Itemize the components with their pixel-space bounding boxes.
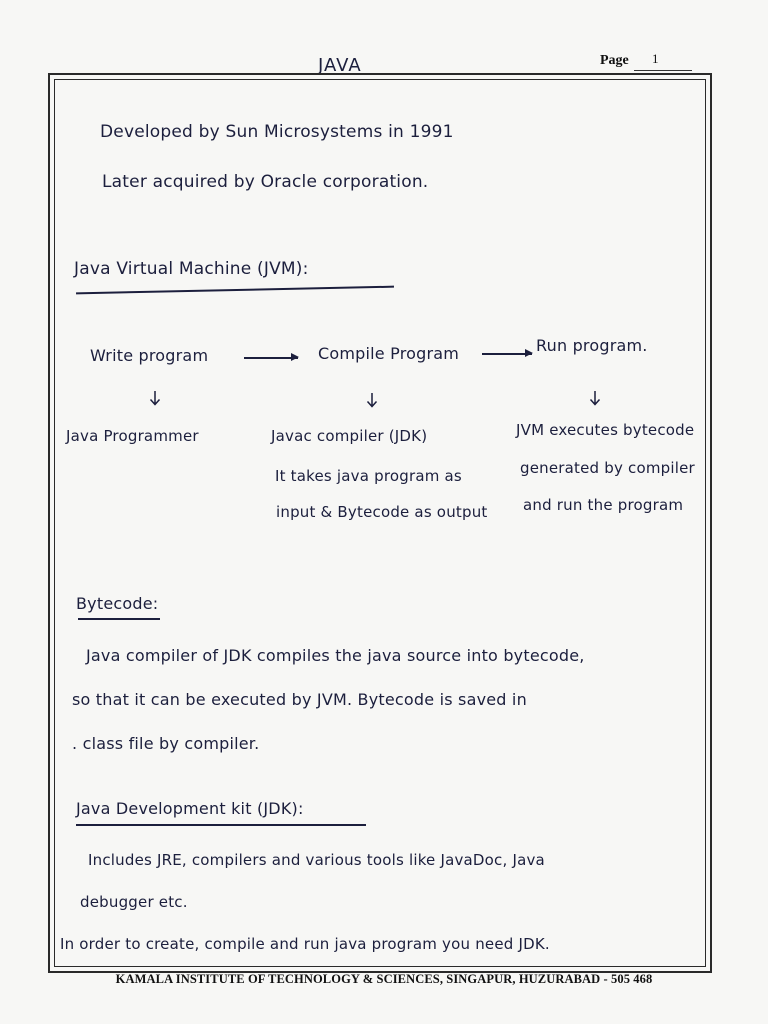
page-number: 1 xyxy=(652,51,659,66)
intro-line-2: Later acquired by Oracle corporation. xyxy=(102,172,429,192)
footer-institute: KAMALA INSTITUTE OF TECHNOLOGY & SCIENCES, SINGAPUR, HUZURABAD - 505 468 xyxy=(115,972,653,986)
down-arrow-2 xyxy=(366,392,378,408)
flow-step-write-program: Write program xyxy=(90,346,209,365)
intro-line-1: Developed by Sun Microsystems in 1991 xyxy=(100,122,454,142)
flow-arrow-2 xyxy=(482,353,532,355)
down-arrow-1 xyxy=(149,390,161,406)
bytecode-line-3: . class file by compiler. xyxy=(72,734,260,753)
col3-line-1: JVM executes bytecode xyxy=(516,421,695,439)
bytecode-line-1: Java compiler of JDK compiles the java source into bytecode, xyxy=(86,646,585,665)
page-label: Page xyxy=(600,53,629,68)
col1-java-programmer: Java Programmer xyxy=(66,427,199,445)
col2-line-2: It takes java program as xyxy=(275,467,462,485)
bytecode-line-2: so that it can be executed by JVM. Bytecode is saved in xyxy=(72,690,527,709)
page-number-underline xyxy=(634,70,692,71)
col3-line-2: generated by compiler xyxy=(520,459,695,477)
col3-line-3: and run the program xyxy=(523,496,684,514)
jvm-heading: Java Virtual Machine (JVM): xyxy=(74,259,309,279)
down-arrow-3 xyxy=(589,390,601,406)
flow-arrow-1 xyxy=(244,357,298,359)
page-border-inner xyxy=(54,79,706,967)
bytecode-heading: Bytecode: xyxy=(76,594,159,613)
col2-line-1: Javac compiler (JDK) xyxy=(271,427,428,445)
jdk-line-1: Includes JRE, compilers and various tools like JavaDoc, Java xyxy=(88,851,545,869)
jdk-line-3: In order to create, compile and run java program you need JDK. xyxy=(60,935,550,953)
bytecode-heading-underline xyxy=(78,618,160,620)
page-title: JAVA xyxy=(318,55,362,76)
col2-line-3: input & Bytecode as output xyxy=(276,503,488,521)
flow-step-run-program: Run program. xyxy=(536,336,648,355)
flow-step-compile-program: Compile Program xyxy=(318,344,460,363)
jdk-heading-underline xyxy=(76,824,366,826)
jdk-line-2: debugger etc. xyxy=(80,893,188,911)
jdk-heading: Java Development kit (JDK): xyxy=(76,799,304,818)
